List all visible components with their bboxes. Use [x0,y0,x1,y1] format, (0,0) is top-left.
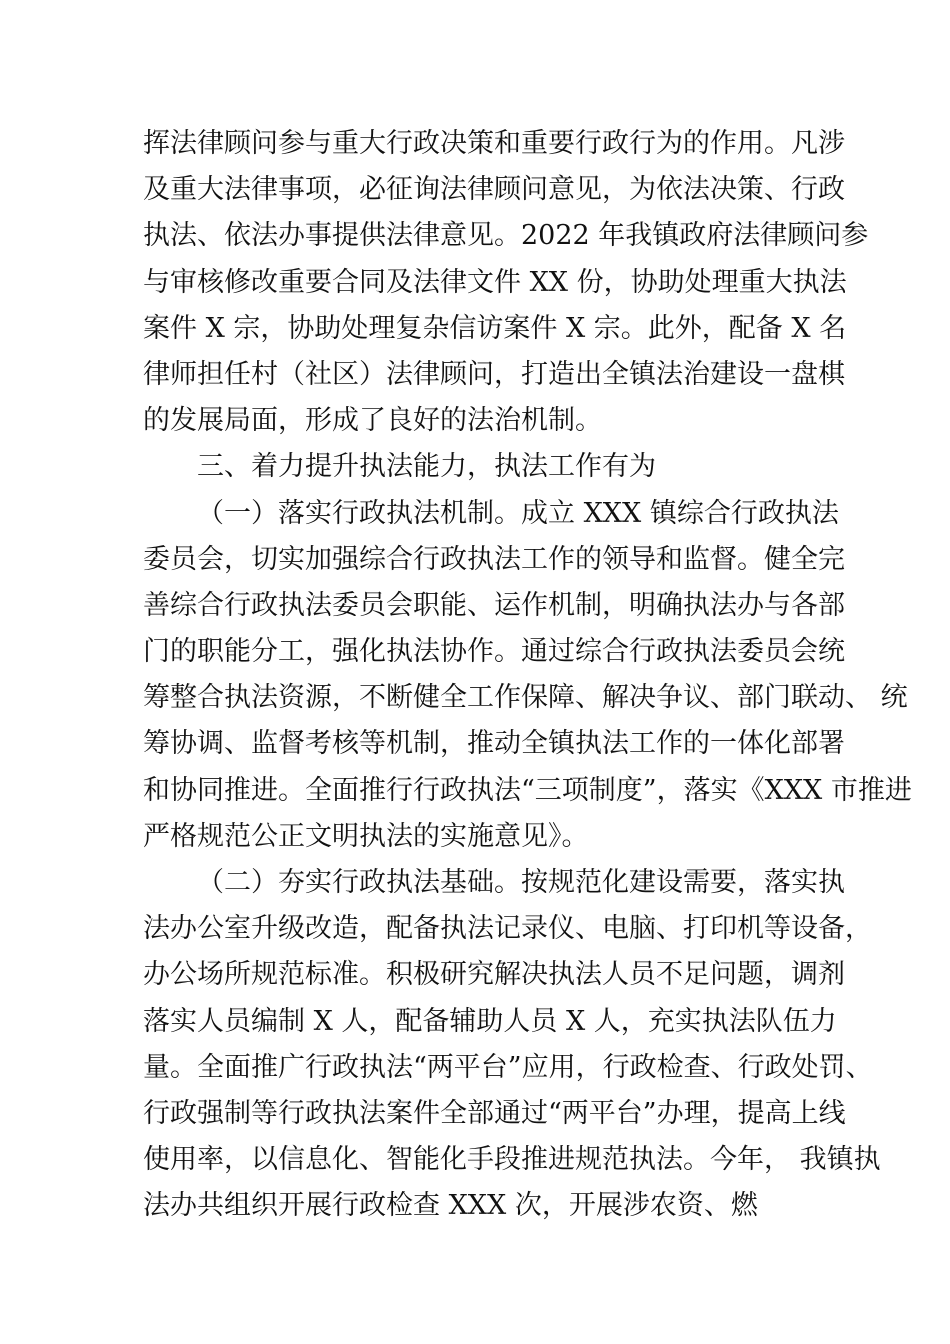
body-line: 量。全面推广行政执法“两平台”应用，行政检查、行政处罚、 [143,1051,873,1083]
body-line: 行政强制等行政执法案件全部通过“两平台”办理，提高上线 [143,1097,846,1129]
document-body [143,121,912,1230]
body-line: 筹协调、监督考核等机制，推动全镇执法工作的一体化部署 [143,728,845,760]
body-line: 严格规范公正文明执法的实施意见》。 [143,820,589,852]
body-line: 门的职能分工，强化执法协作。通过综合行政执法委员会统 [143,636,845,668]
body-line: 执法、依法办事提供法律意见。2022 年我镇政府法律顾问参 [143,220,869,252]
body-line: 委员会，切实加强综合行政执法工作的领导和监督。健全完 [143,543,845,575]
body-line: 律师担任村（社区）法律顾问，打造出全镇法治建设一盘棋 [143,358,845,390]
body-line: 善综合行政执法委员会职能、运作机制，明确执法办与各部 [143,589,845,621]
body-line: 及重大法律事项，必征询法律顾问意见，为依法决策、行政 [143,174,845,206]
body-line: 落实人员编制 X 人，配备辅助人员 X 人，充实执法队伍力 [143,1005,837,1037]
body-line: 的发展局面，形成了良好的法治机制。 [143,405,602,437]
section-heading: 三、着力提升执法能力，执法工作有为 [197,451,656,483]
body-line: 挥法律顾问参与重大行政决策和重要行政行为的作用。凡涉 [143,128,845,159]
body-line: 和协同推进。全面推行行政执法“三项制度”，落实《XXX 市推进 [143,774,912,806]
body-line: 法办公室升级改造，配备执法记录仪、电脑、打印机等设备， [143,913,872,945]
body-line: 案件 X 宗，协助处理复杂信访案件 X 宗。此外，配备 X 名 [143,312,847,344]
body-line: 办公场所规范标准。积极研究解决执法人员不足问题，调剂 [143,959,845,991]
body-line: 筹整合执法资源，不断健全工作保障、解决争议、部门联动、 统 [143,682,908,714]
body-line: 使用率，以信息化、智能化手段推进规范执法。今年， 我镇执 [143,1144,881,1176]
body-line: 法办共组织开展行政检查 XXX 次，开展涉农资、燃 [143,1190,758,1222]
subsection-heading-line: （一）落实行政执法机制。成立 XXX 镇综合行政执法 [197,497,839,529]
body-line: 与审核修改重要合同及法律文件 XX 份，协助处理重大执法 [143,266,847,298]
subsection-heading-line: （二）夯实行政执法基础。按规范化建设需要，落实执 [197,867,845,898]
